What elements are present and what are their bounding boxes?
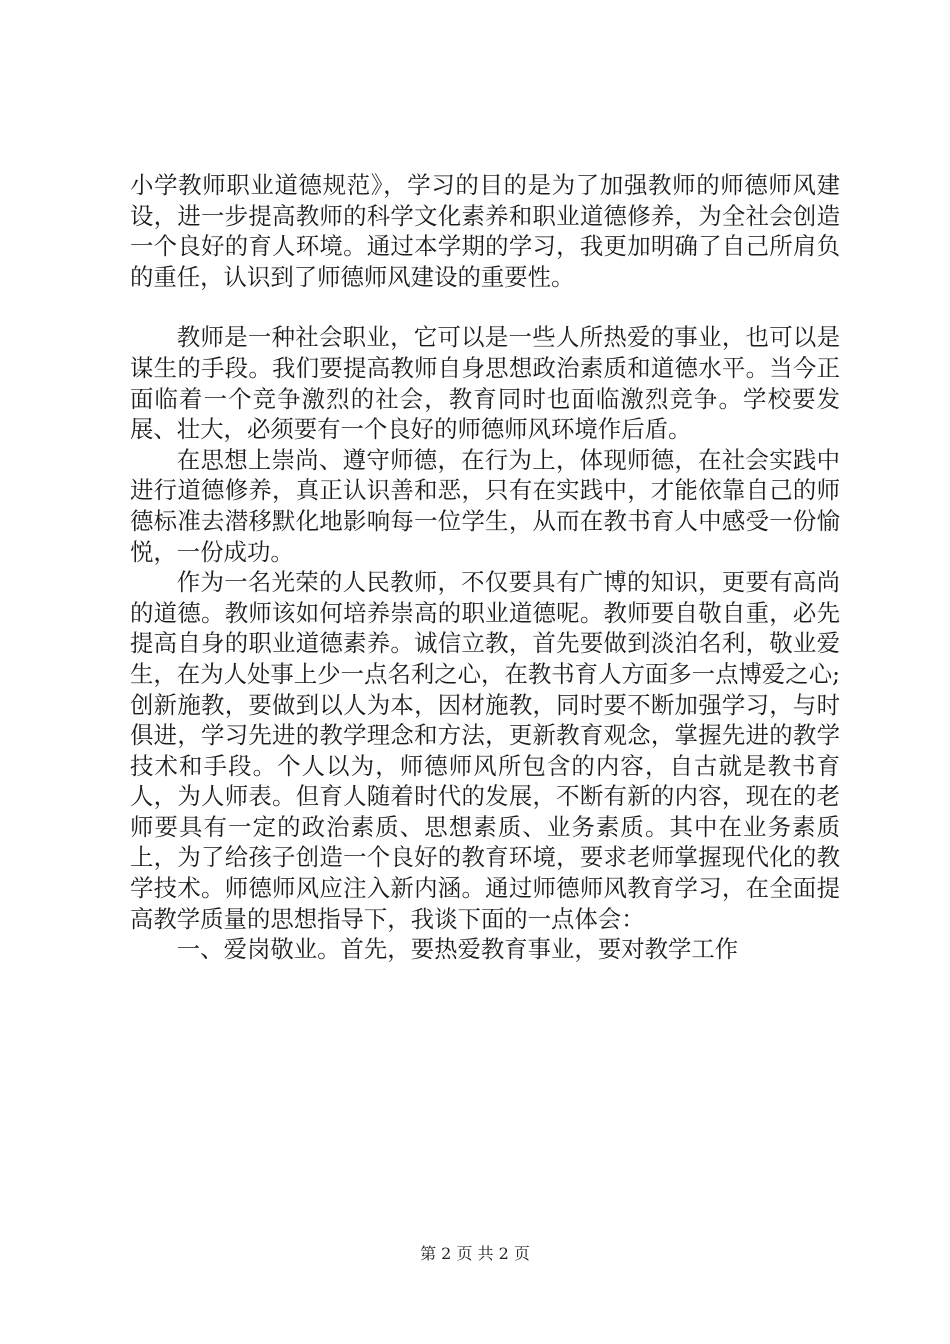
page-footer: 第 2 页 共 2 页 [420, 1244, 530, 1263]
paragraph-4: 作为一名光荣的人民教师，不仅要具有广博的知识，更要有高尚的道德。教师该如何培养崇高的职业道德呢。教师要自敬自重，必先提高自身的职业道德素养。诚信立教，首先要做到淡泊名利，敬业爱生，在为人处事上少一点名利之心，在教书育人方面多一点博爱之心;创新施教，要做到以人为本，因材施教，同时要不断加强学习，与时俱进，学习先进的教学理念和方法，更新教育观念，掌握先进的教学技术和手段。个人以为，师德师风所包含的内容，自古就是教书育人，为人师表。但育人随着时代的发展，不断有新的内容，现在的老师要具有一定的政治素质、思想素质、业务素质。其中在业务素质上，为了给孩子创造一个良好的教育环境，要求老师掌握现代化的教学技术。师德师风应注入新内涵。通过师德师风教育学习，在全面提高教学质量的思想指导下，我谈下面的一点体会： [130, 568, 840, 933]
paragraph-gap [130, 292, 840, 322]
paragraph-3: 在思想上崇尚、遵守师德，在行为上，体现师德，在社会实践中进行道德修养，真正认识善和恶，只有在实践中，才能依靠自己的师德标准去潜移默化地影响每一位学生，从而在教书育人中感受一份愉悦，一份成功。 [130, 445, 840, 566]
document-body [130, 170, 840, 965]
paragraph-1: 小学教师职业道德规范》，学习的目的是为了加强教师的师德师风建设，进一步提高教师的科学文化素养和职业道德修养，为全社会创造一个良好的育人环境。通过本学期的学习，我更加明确了自己所肩负的重任，认识到了师德师风建设的重要性。 [130, 171, 840, 291]
paragraph-2: 教师是一种社会职业，它可以是一些人所热爱的事业，也可以是谋生的手段。我们要提高教师自身思想政治素质和道德水平。当今正面临着一个竞争激烈的社会，教育同时也面临激烈竞争。学校要发展、壮大，必须要有一个良好的师德师风环境作后盾。 [130, 323, 840, 444]
paragraph-5: 一、爱岗敬业。首先，要热爱教育事业，要对教学工作 [176, 935, 739, 964]
